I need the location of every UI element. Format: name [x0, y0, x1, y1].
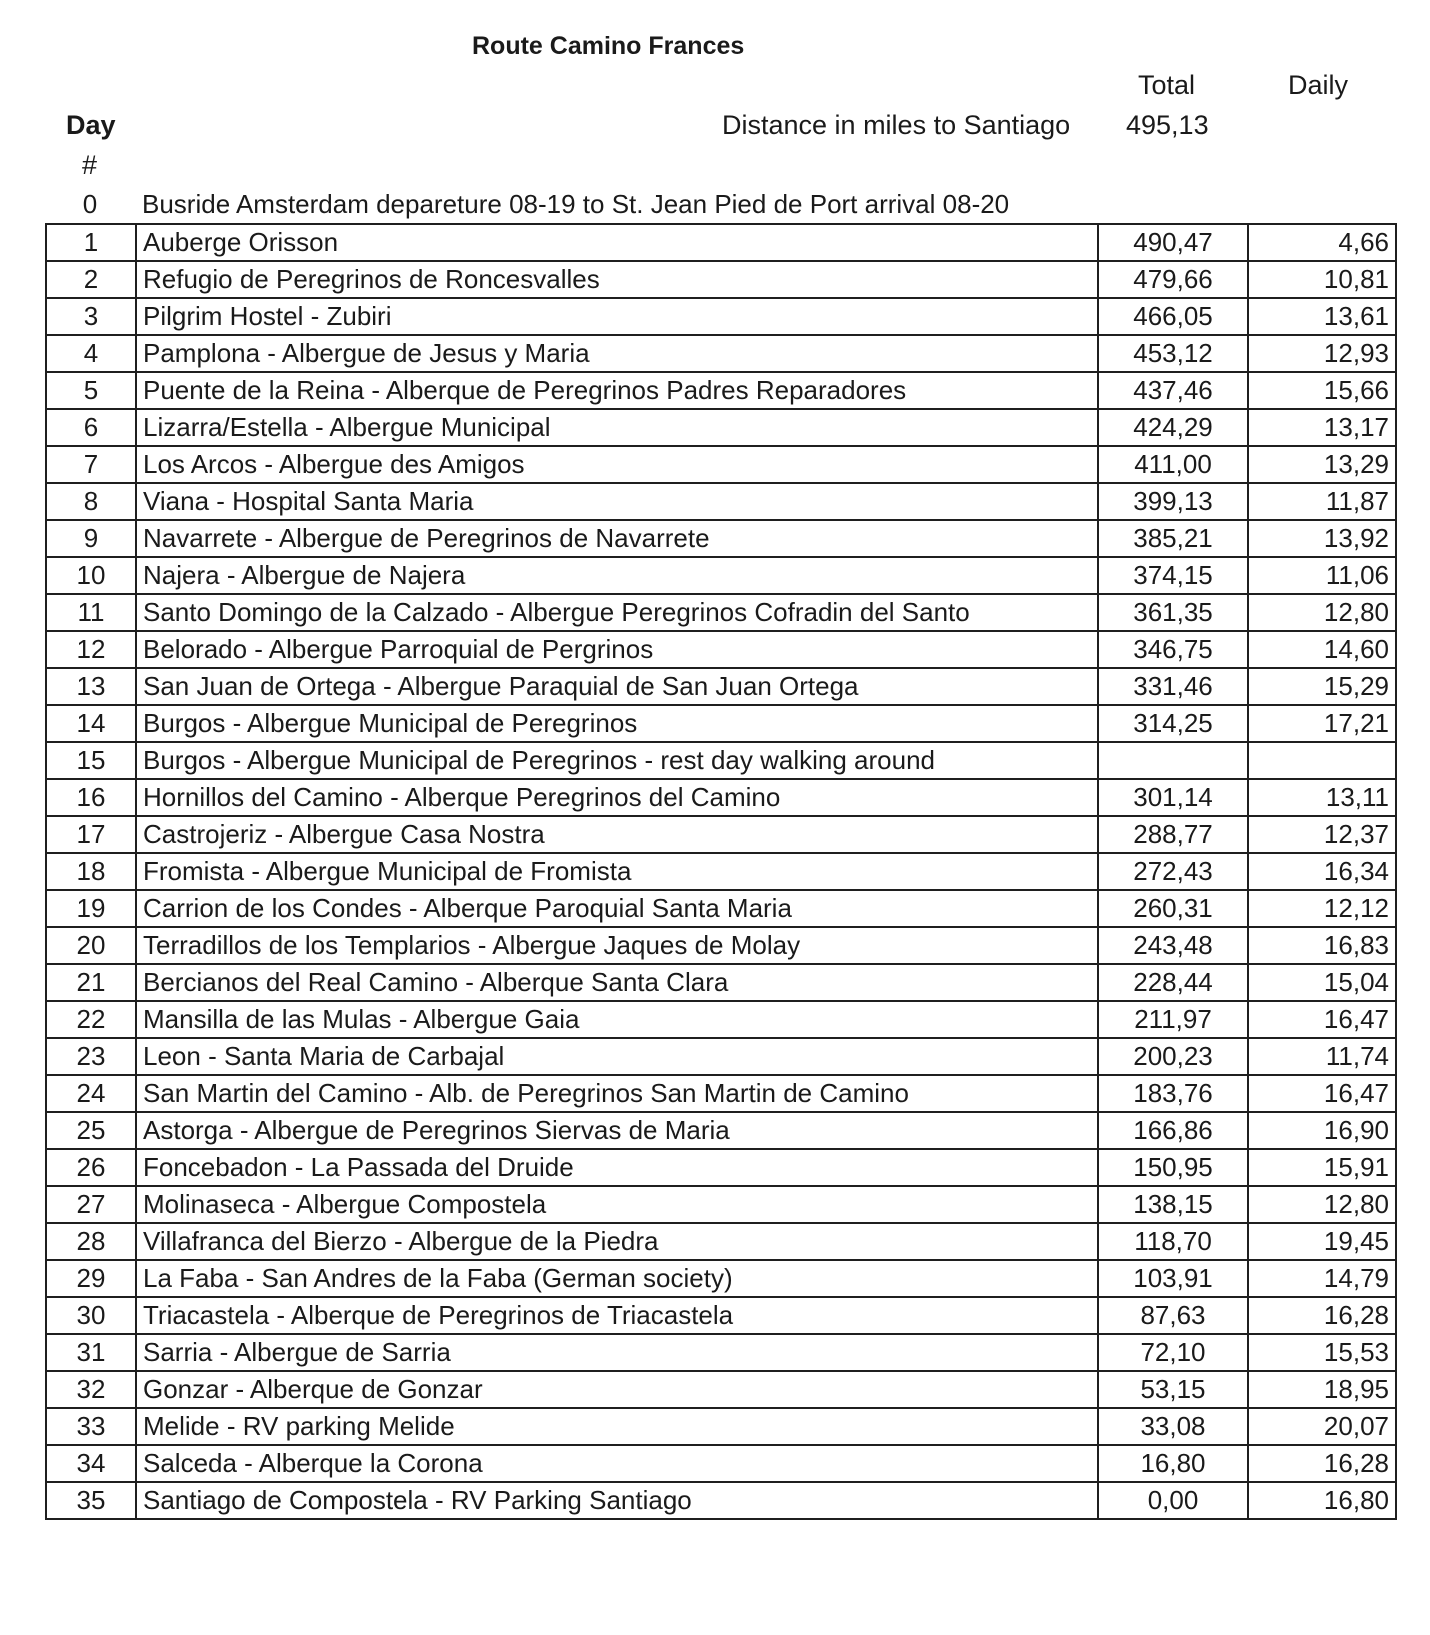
table-row [46, 446, 1396, 483]
column-header-hash: # [82, 150, 98, 180]
total-cell: 272,43 [1098, 853, 1248, 890]
place-cell: Castrojeriz - Albergue Casa Nostra [136, 816, 1098, 853]
day-cell: 11 [46, 594, 136, 631]
daily-cell: 18,95 [1248, 1371, 1396, 1408]
daily-cell: 19,45 [1248, 1223, 1396, 1260]
daily-cell: 4,66 [1248, 224, 1396, 261]
day-cell: 32 [46, 1371, 136, 1408]
day-cell: 13 [46, 668, 136, 705]
table-row [46, 1371, 1396, 1408]
place-cell: Foncebadon - La Passada del Druide [136, 1149, 1098, 1186]
table-row [46, 1075, 1396, 1112]
day-cell: 24 [46, 1075, 136, 1112]
place-cell: Navarrete - Albergue de Peregrinos de Navarrete [136, 520, 1098, 557]
place-cell: Carrion de los Condes - Alberque Paroquial Santa Maria [136, 890, 1098, 927]
day-cell: 15 [46, 742, 136, 779]
table-row [46, 1408, 1396, 1445]
daily-cell: 13,17 [1248, 409, 1396, 446]
place-cell: Villafranca del Bierzo - Albergue de la Piedra [136, 1223, 1098, 1260]
place-cell: San Martin del Camino - Alb. de Peregrinos San Martin de Camino [136, 1075, 1098, 1112]
table-row [46, 1112, 1396, 1149]
total-cell: 314,25 [1098, 705, 1248, 742]
total-cell: 466,05 [1098, 298, 1248, 335]
total-cell: 374,15 [1098, 557, 1248, 594]
route-table-body [46, 224, 1396, 1519]
intro-text: Busride Amsterdam depareture 08-19 to St. Jean Pied de Port arrival 08-20 [142, 189, 1010, 219]
day-cell: 31 [46, 1334, 136, 1371]
total-cell: 437,46 [1098, 372, 1248, 409]
total-cell: 228,44 [1098, 964, 1248, 1001]
table-row [46, 594, 1396, 631]
daily-cell: 15,66 [1248, 372, 1396, 409]
daily-cell: 10,81 [1248, 261, 1396, 298]
place-cell: Santiago de Compostela - RV Parking Santiago [136, 1482, 1098, 1519]
total-cell: 150,95 [1098, 1149, 1248, 1186]
daily-cell: 14,60 [1248, 631, 1396, 668]
daily-cell: 16,47 [1248, 1001, 1396, 1038]
place-cell: Terradillos de los Templarios - Albergue Jaques de Molay [136, 927, 1098, 964]
daily-cell: 16,83 [1248, 927, 1396, 964]
total-cell: 260,31 [1098, 890, 1248, 927]
table-row [46, 1334, 1396, 1371]
column-header-total: Total [1138, 70, 1196, 100]
intro-row [0, 189, 1430, 225]
place-cell: Fromista - Albergue Municipal de Fromista [136, 853, 1098, 890]
daily-cell: 16,34 [1248, 853, 1396, 890]
table-row [46, 372, 1396, 409]
place-cell: Auberge Orisson [136, 224, 1098, 261]
total-cell: 243,48 [1098, 927, 1248, 964]
day-cell: 28 [46, 1223, 136, 1260]
place-cell: Gonzar - Alberque de Gonzar [136, 1371, 1098, 1408]
total-cell: 87,63 [1098, 1297, 1248, 1334]
day-cell: 9 [46, 520, 136, 557]
place-cell: Mansilla de las Mulas - Albergue Gaia [136, 1001, 1098, 1038]
table-row [46, 1445, 1396, 1482]
table-row [46, 964, 1396, 1001]
table-row [46, 1260, 1396, 1297]
daily-cell: 12,80 [1248, 594, 1396, 631]
total-cell: 346,75 [1098, 631, 1248, 668]
place-cell: Pilgrim Hostel - Zubiri [136, 298, 1098, 335]
day-cell: 8 [46, 483, 136, 520]
daily-cell: 13,29 [1248, 446, 1396, 483]
total-cell: 103,91 [1098, 1260, 1248, 1297]
day-cell: 35 [46, 1482, 136, 1519]
total-cell: 33,08 [1098, 1408, 1248, 1445]
intro-day: 0 [82, 189, 98, 219]
place-cell: Santo Domingo de la Calzado - Albergue Peregrinos Cofradin del Santo [136, 594, 1098, 631]
table-row [46, 816, 1396, 853]
daily-cell: 16,90 [1248, 1112, 1396, 1149]
total-cell: 385,21 [1098, 520, 1248, 557]
daily-cell: 17,21 [1248, 705, 1396, 742]
day-cell: 22 [46, 1001, 136, 1038]
total-cell: 183,76 [1098, 1075, 1248, 1112]
daily-cell: 20,07 [1248, 1408, 1396, 1445]
place-cell: Hornillos del Camino - Alberque Peregrinos del Camino [136, 779, 1098, 816]
day-cell: 34 [46, 1445, 136, 1482]
table-row [46, 1038, 1396, 1075]
place-cell: Burgos - Albergue Municipal de Peregrinos - rest day walking around [136, 742, 1098, 779]
daily-cell: 16,28 [1248, 1297, 1396, 1334]
daily-cell: 12,93 [1248, 335, 1396, 372]
daily-cell: 11,74 [1248, 1038, 1396, 1075]
table-row [46, 409, 1396, 446]
place-cell: Triacastela - Alberque de Peregrinos de Triacastela [136, 1297, 1098, 1334]
place-cell: Leon - Santa Maria de Carbajal [136, 1038, 1098, 1075]
daily-cell: 14,79 [1248, 1260, 1396, 1297]
total-cell: 200,23 [1098, 1038, 1248, 1075]
day-cell: 14 [46, 705, 136, 742]
total-cell: 424,29 [1098, 409, 1248, 446]
total-cell: 490,47 [1098, 224, 1248, 261]
daily-cell: 13,92 [1248, 520, 1396, 557]
table-row [46, 631, 1396, 668]
table-row [46, 298, 1396, 335]
total-cell: 288,77 [1098, 816, 1248, 853]
table-row [46, 1482, 1396, 1519]
table-row [46, 483, 1396, 520]
place-cell: La Faba - San Andres de la Faba (German society) [136, 1260, 1098, 1297]
total-cell: 0,00 [1098, 1482, 1248, 1519]
table-row [46, 890, 1396, 927]
place-cell: Sarria - Albergue de Sarria [136, 1334, 1098, 1371]
place-cell: San Juan de Ortega - Albergue Paraquial de San Juan Ortega [136, 668, 1098, 705]
place-cell: Astorga - Albergue de Peregrinos Siervas de Maria [136, 1112, 1098, 1149]
total-cell: 53,15 [1098, 1371, 1248, 1408]
place-cell: Melide - RV parking Melide [136, 1408, 1098, 1445]
table-row [46, 1223, 1396, 1260]
table-row [46, 927, 1396, 964]
day-cell: 16 [46, 779, 136, 816]
total-cell: 138,15 [1098, 1186, 1248, 1223]
daily-cell: 13,11 [1248, 779, 1396, 816]
day-cell: 33 [46, 1408, 136, 1445]
table-row [46, 705, 1396, 742]
distance-total: 495,13 [1126, 110, 1209, 140]
table-row [46, 668, 1396, 705]
table-row [46, 261, 1396, 298]
daily-cell: 16,28 [1248, 1445, 1396, 1482]
day-cell: 7 [46, 446, 136, 483]
day-cell: 19 [46, 890, 136, 927]
total-cell: 72,10 [1098, 1334, 1248, 1371]
total-cell: 453,12 [1098, 335, 1248, 372]
day-cell: 29 [46, 1260, 136, 1297]
daily-cell: 16,80 [1248, 1482, 1396, 1519]
place-cell: Pamplona - Albergue de Jesus y Maria [136, 335, 1098, 372]
document-title: Route Camino Frances [472, 32, 745, 60]
route-table [45, 223, 1397, 1520]
total-cell: 211,97 [1098, 1001, 1248, 1038]
daily-cell: 12,80 [1248, 1186, 1396, 1223]
daily-cell: 15,04 [1248, 964, 1396, 1001]
place-cell: Molinaseca - Albergue Compostela [136, 1186, 1098, 1223]
place-cell: Refugio de Peregrinos de Roncesvalles [136, 261, 1098, 298]
table-row [46, 742, 1396, 779]
day-cell: 18 [46, 853, 136, 890]
day-cell: 1 [46, 224, 136, 261]
column-header-daily: Daily [1288, 70, 1349, 100]
table-row [46, 853, 1396, 890]
table-row [46, 520, 1396, 557]
table-row [46, 1001, 1396, 1038]
place-cell: Najera - Albergue de Najera [136, 557, 1098, 594]
daily-cell: 11,06 [1248, 557, 1396, 594]
day-cell: 2 [46, 261, 136, 298]
total-cell: 16,80 [1098, 1445, 1248, 1482]
total-cell: 301,14 [1098, 779, 1248, 816]
day-cell: 5 [46, 372, 136, 409]
day-cell: 21 [46, 964, 136, 1001]
place-cell: Puente de la Reina - Alberque de Peregrinos Padres Reparadores [136, 372, 1098, 409]
place-cell: Burgos - Albergue Municipal de Peregrinos [136, 705, 1098, 742]
table-row [46, 224, 1396, 261]
day-cell: 26 [46, 1149, 136, 1186]
place-cell: Los Arcos - Albergue des Amigos [136, 446, 1098, 483]
daily-cell: 12,37 [1248, 816, 1396, 853]
place-cell: Viana - Hospital Santa Maria [136, 483, 1098, 520]
daily-cell: 12,12 [1248, 890, 1396, 927]
total-cell [1098, 742, 1248, 779]
total-cell: 166,86 [1098, 1112, 1248, 1149]
column-header-day: Day [66, 110, 116, 140]
table-row [46, 335, 1396, 372]
day-cell: 20 [46, 927, 136, 964]
place-cell: Lizarra/Estella - Albergue Municipal [136, 409, 1098, 446]
daily-cell: 15,91 [1248, 1149, 1396, 1186]
table-row [46, 1186, 1396, 1223]
distance-label: Distance in miles to Santiago [722, 110, 1071, 140]
day-cell: 27 [46, 1186, 136, 1223]
day-cell: 25 [46, 1112, 136, 1149]
total-cell: 331,46 [1098, 668, 1248, 705]
place-cell: Salceda - Alberque la Corona [136, 1445, 1098, 1482]
table-row [46, 557, 1396, 594]
place-cell: Bercianos del Real Camino - Alberque Santa Clara [136, 964, 1098, 1001]
day-cell: 10 [46, 557, 136, 594]
daily-cell: 11,87 [1248, 483, 1396, 520]
total-cell: 399,13 [1098, 483, 1248, 520]
day-cell: 3 [46, 298, 136, 335]
day-cell: 4 [46, 335, 136, 372]
total-cell: 479,66 [1098, 261, 1248, 298]
day-cell: 23 [46, 1038, 136, 1075]
table-row [46, 1297, 1396, 1334]
daily-cell: 16,47 [1248, 1075, 1396, 1112]
day-cell: 12 [46, 631, 136, 668]
day-cell: 6 [46, 409, 136, 446]
daily-cell [1248, 742, 1396, 779]
daily-cell: 15,53 [1248, 1334, 1396, 1371]
table-row [46, 1149, 1396, 1186]
daily-cell: 15,29 [1248, 668, 1396, 705]
day-cell: 17 [46, 816, 136, 853]
total-cell: 118,70 [1098, 1223, 1248, 1260]
place-cell: Belorado - Albergue Parroquial de Pergrinos [136, 631, 1098, 668]
total-cell: 361,35 [1098, 594, 1248, 631]
table-row [46, 779, 1396, 816]
day-cell: 30 [46, 1297, 136, 1334]
daily-cell: 13,61 [1248, 298, 1396, 335]
total-cell: 411,00 [1098, 446, 1248, 483]
